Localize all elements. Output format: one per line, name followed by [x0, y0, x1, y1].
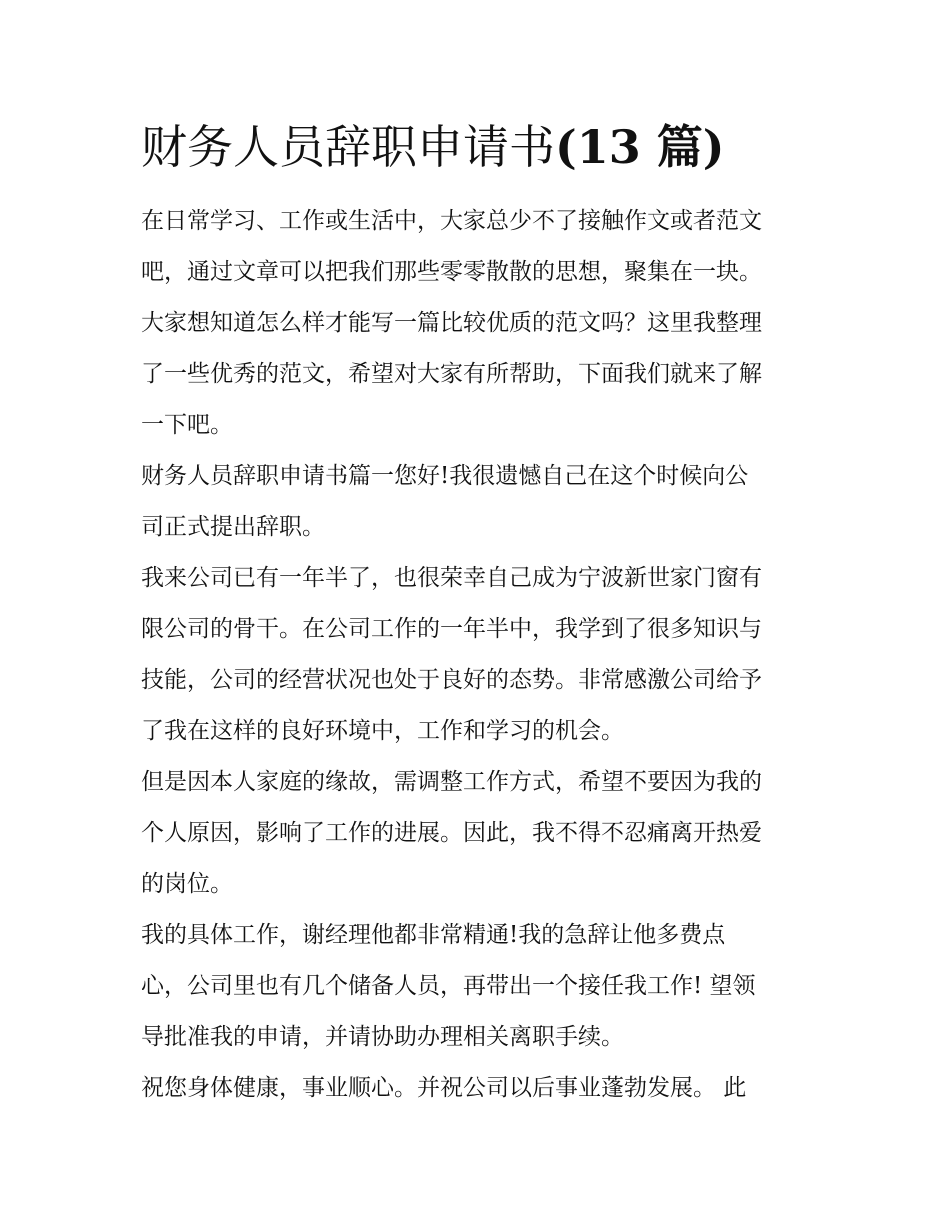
text-line: 技能，公司的经营状况也处于良好的态势。非常感激公司给予 — [141, 667, 762, 693]
text-line: 财务人员辞职申请书篇一您好!我很遗憾自己在这个时候向公 — [141, 463, 749, 489]
document-title — [141, 112, 725, 182]
paragraph-opening — [141, 451, 813, 553]
text-line: 在日常学习、工作或生活中，大家总少不了接触作文或者范文 — [141, 208, 762, 234]
paragraph-closing — [141, 1063, 813, 1114]
paragraph-intro — [141, 196, 813, 451]
text-line: 个人原因，影响了工作的进展。因此，我不得不忍痛离开热爱 — [141, 820, 762, 846]
document-title-main: 财务人员辞职申请书 — [141, 120, 555, 174]
text-line: 了一些优秀的范文，希望对大家有所帮助，下面我们就来了解 — [141, 361, 762, 387]
paragraph-handover — [141, 910, 813, 1063]
text-line: 一下吧。 — [141, 412, 233, 438]
text-line: 限公司的骨干。在公司工作的一年半中，我学到了很多知识与 — [141, 616, 762, 642]
document-body — [141, 196, 813, 1114]
text-line: 吧，通过文章可以把我们那些零零散散的思想，聚集在一块。 — [141, 259, 762, 285]
text-line: 司正式提出辞职。 — [141, 514, 325, 540]
text-line: 我来公司已有一年半了，也很荣幸自己成为宁波新世家门窗有 — [141, 565, 762, 591]
text-line: 祝您身体健康，事业顺心。并祝公司以后事业蓬勃发展。 此 — [141, 1075, 747, 1101]
text-line: 心，公司里也有几个储备人员，再带出一个接任我工作! 望领 — [141, 973, 756, 999]
paragraph-experience — [141, 553, 813, 757]
text-line: 的岗位。 — [141, 871, 233, 897]
document-title-suffix: (13 篇) — [555, 120, 725, 174]
text-line: 大家想知道怎么样才能写一篇比较优质的范文吗？这里我整理 — [141, 310, 762, 336]
text-line: 了我在这样的良好环境中，工作和学习的机会。 — [141, 718, 624, 744]
paragraph-reason — [141, 757, 813, 910]
text-line: 导批准我的申请，并请协助办理相关离职手续。 — [141, 1024, 624, 1050]
text-line: 我的具体工作，谢经理他都非常精通!我的急辞让他多费点 — [141, 922, 726, 948]
text-line: 但是因本人家庭的缘故，需调整工作方式，希望不要因为我的 — [141, 769, 762, 795]
